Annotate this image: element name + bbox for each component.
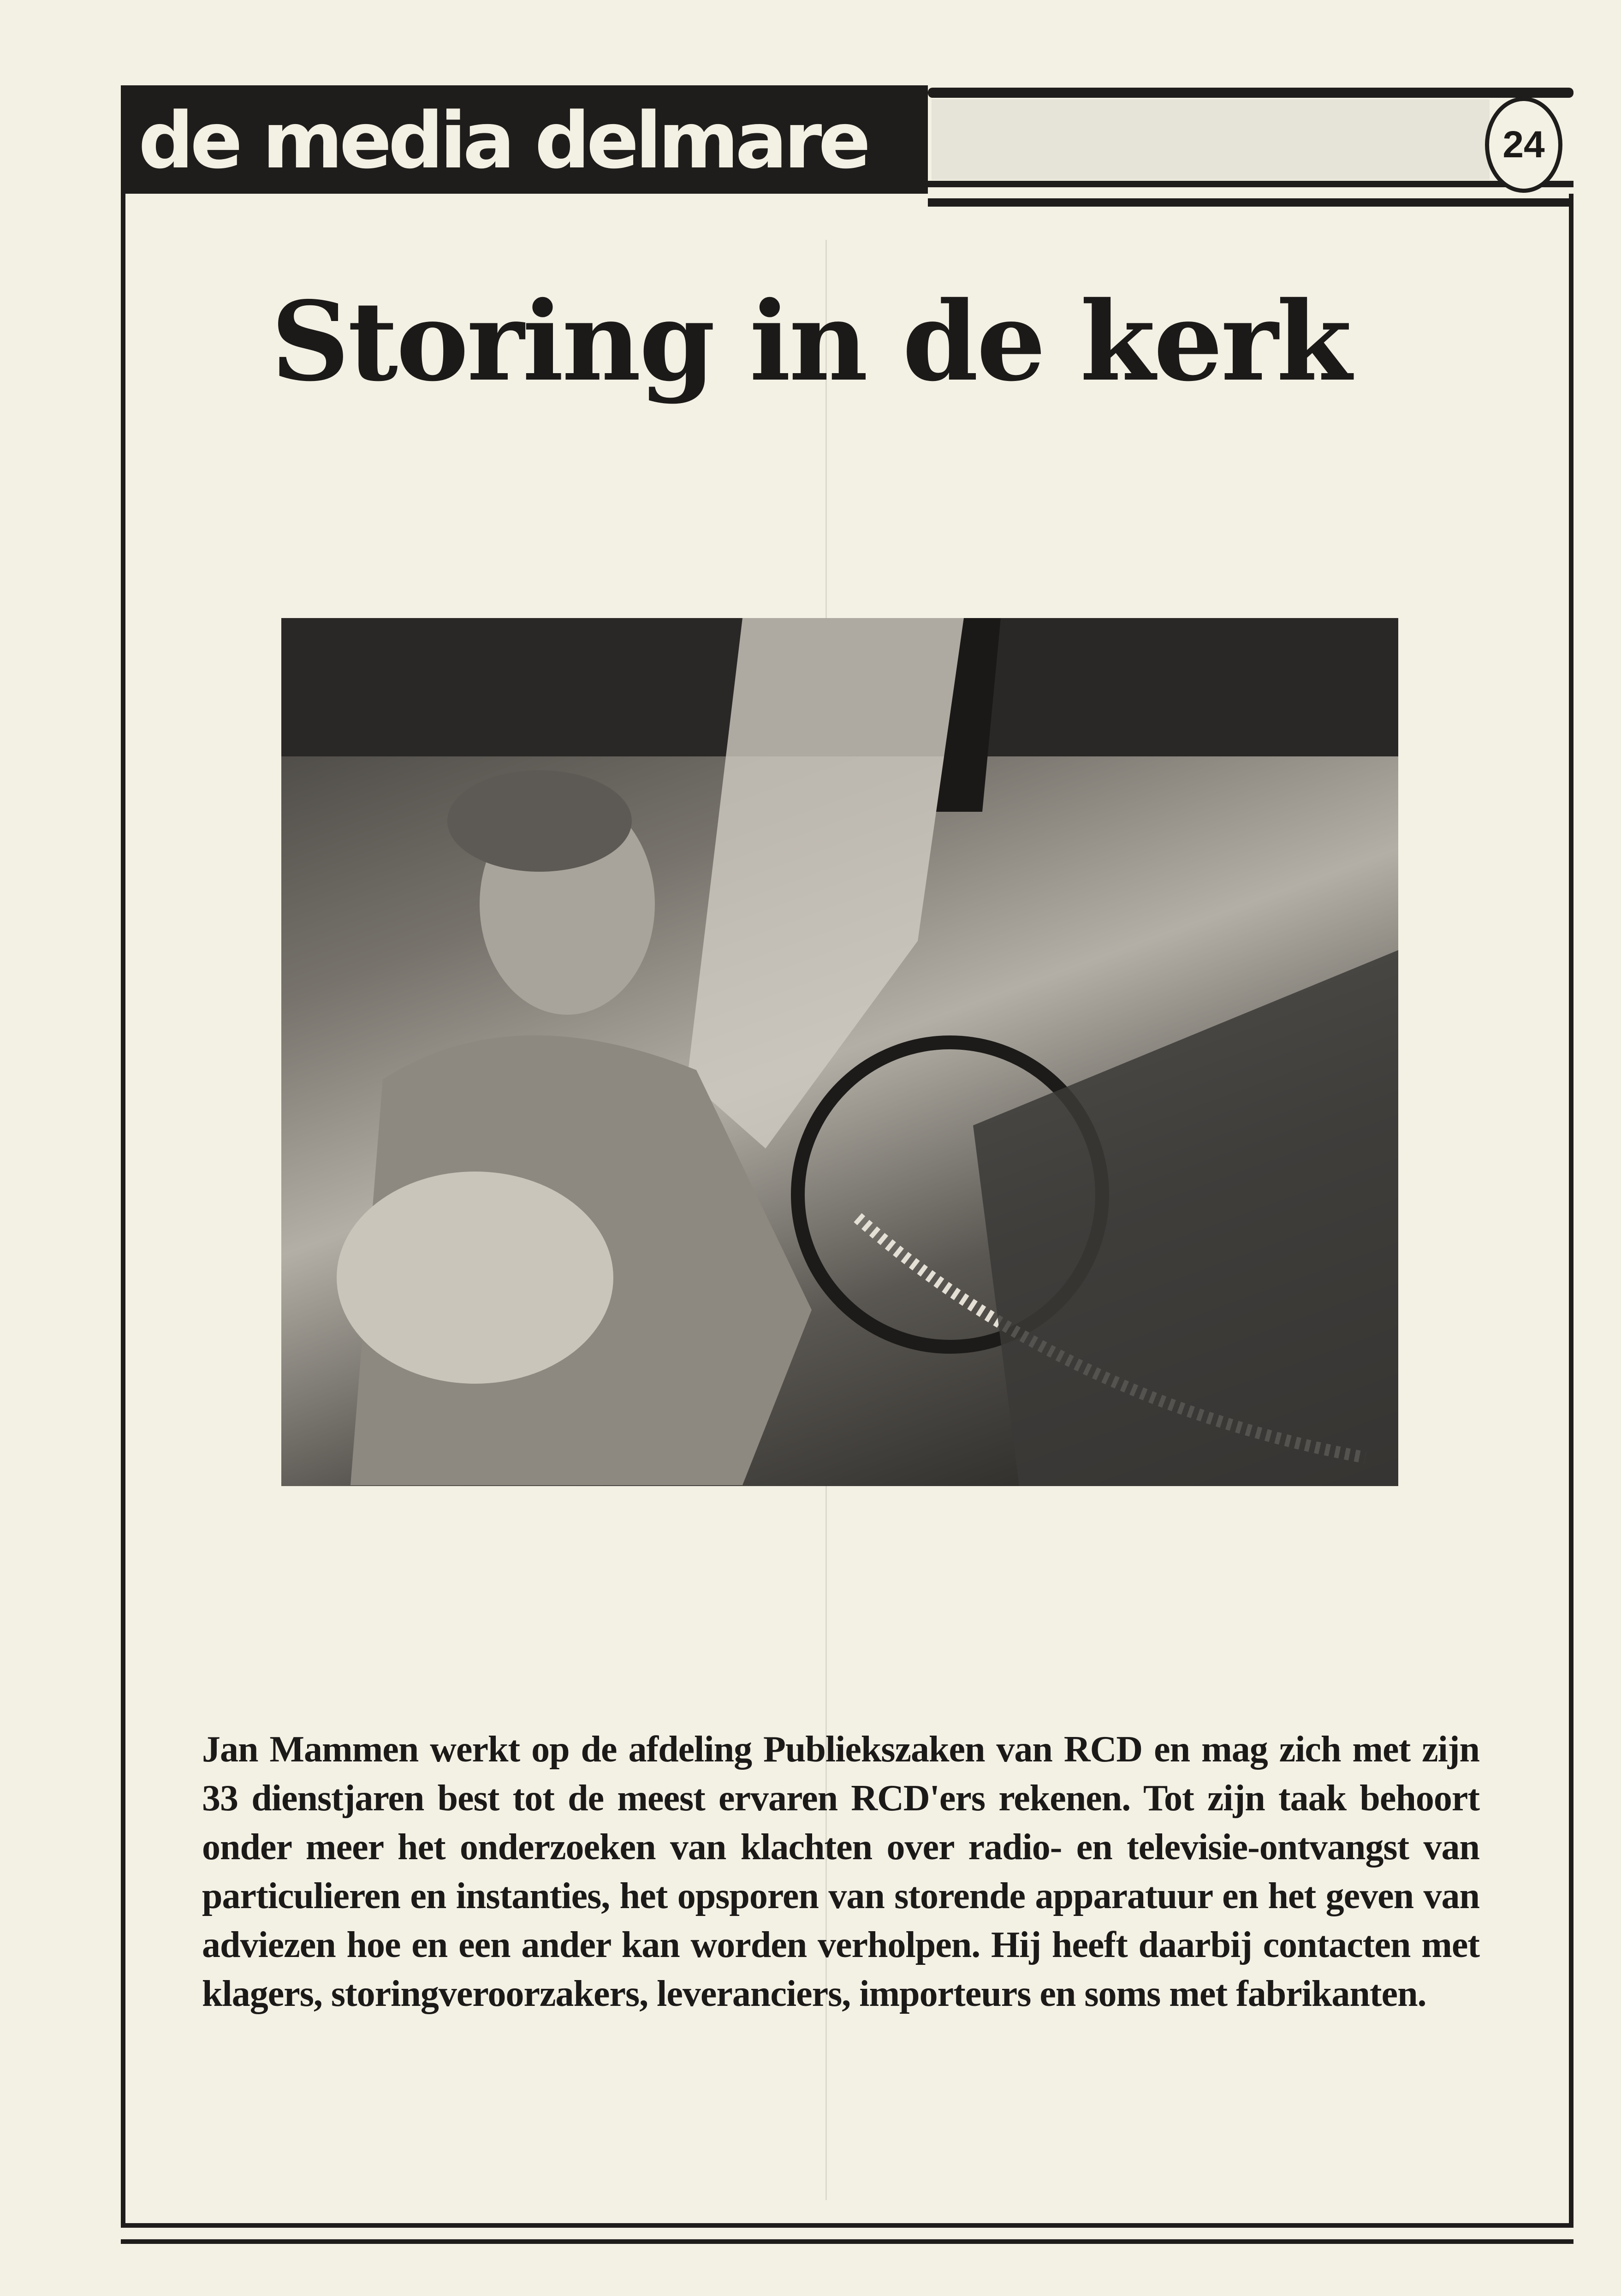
header-panel xyxy=(932,99,1490,180)
header-rule xyxy=(928,181,1573,187)
page-number: 24 xyxy=(1485,97,1562,193)
header-rule xyxy=(928,88,1573,98)
footer-rule xyxy=(121,2239,1573,2244)
photo-caption: Jan Mammen werkt op de afdeling Publiekszaken van RCD en mag zich met zijn 33 dienstjaren best tot de meest ervaren RCD'ers rekenen. Tot zijn taak behoort onder meer het onderzoeken van klachten over radio- en televisie-ontvangst van particulieren en instanties, het opsporen van storende apparatuur en het geven van adviezen hoe en een ander kan worden verholpen. Hij heeft daarbij contacten met klagers, storingveroorzakers, leveranciers, importeurs en soms met fabrikanten. xyxy=(202,1729,1479,2014)
article-title: Storing in de kerk xyxy=(271,277,1350,405)
photo-illustration xyxy=(281,618,1398,1486)
masthead-logo: de media delmare xyxy=(138,95,867,186)
article-photo xyxy=(281,618,1398,1486)
